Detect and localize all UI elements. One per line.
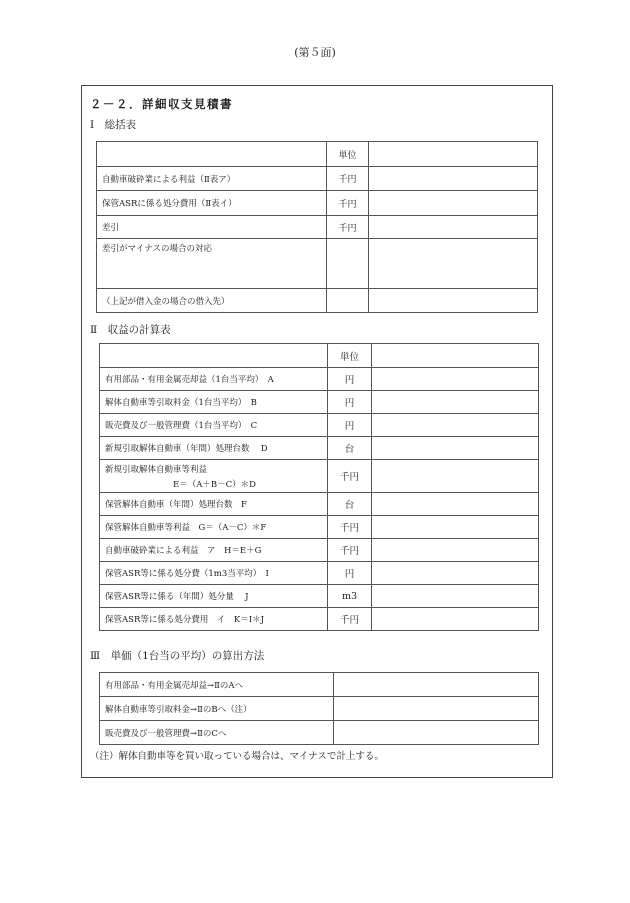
row-label: 有用部品・有用金属売却益→ⅡのAへ [100,673,334,697]
value-header [369,142,538,167]
summary-row [97,191,538,216]
summary-header-row [97,142,538,167]
section1-heading: Ⅰ 総括表 [90,119,137,131]
revenue-header-row [100,344,539,368]
row-unit: 円 [328,414,372,437]
value-cell[interactable] [372,608,539,631]
row-label: 有用部品・有用金属売却益（1台当平均） A [100,368,328,391]
row-unit: 千円 [327,167,369,191]
row-label: 販売費及び一般管理費→ⅡのCへ [100,721,334,745]
row-unit: m3 [328,585,372,608]
revenue-row [100,368,539,391]
revenue-row [100,562,539,585]
summary-row [97,239,538,289]
footnote: （注）解体自動車等を買い取っている場合は、マイナスで計上する。 [90,751,384,762]
revenue-row [100,414,539,437]
value-cell[interactable] [369,216,538,239]
row-label: 自動車破砕業による利益（Ⅱ表ア） [97,167,327,191]
value-cell[interactable] [372,437,539,460]
row-label: 解体自動車等引取料金→ⅡのBへ（注） [100,697,334,721]
value-cell[interactable] [372,460,539,493]
section3-heading: Ⅲ 単価（1台当の平均）の算出方法 [90,650,265,662]
row-label [100,460,328,493]
row-unit: 円 [328,562,372,585]
revenue-row [100,460,539,493]
row-label: 保管ASR等に係る処分費用 イ K＝I＊J [100,608,328,631]
row-label: 保管解体自動車等利益 G＝（A－C）＊F [100,516,328,539]
row-label: 差引がマイナスの場合の対応 [97,239,327,289]
row-unit: 台 [328,493,372,516]
summary-row [97,289,538,313]
method-row [100,697,539,721]
row-unit: 千円 [328,516,372,539]
value-cell[interactable] [372,414,539,437]
row-label: 販売費及び一般管理費（1台当平均） C [100,414,328,437]
revenue-row [100,608,539,631]
form-title: ２－２．詳細収支見積書 [90,97,233,111]
row-label: 差引 [97,216,327,239]
revenue-row [100,539,539,562]
method-table [99,672,539,745]
row-label: 保管ASRに係る処分費用（Ⅱ表イ） [97,191,327,216]
row-unit: 千円 [328,460,372,493]
row-unit: 円 [328,391,372,414]
method-cell[interactable] [334,673,539,697]
page-number: (第５面) [294,46,336,59]
value-header [372,344,539,368]
unit-header: 単位 [328,344,372,368]
value-cell[interactable] [369,289,538,313]
value-cell[interactable] [372,585,539,608]
header-blank [100,344,328,368]
row-label: （上記が借入金の場合の借入先） [97,289,327,313]
value-cell[interactable] [369,191,538,216]
value-cell[interactable] [372,516,539,539]
row-label: 保管ASR等に係る処分費（1m3当平均） I [100,562,328,585]
row-label: 保管解体自動車（年間）処理台数 F [100,493,328,516]
method-row [100,721,539,745]
row-label: 新規引取解体自動車（年間）処理台数 D [100,437,328,460]
row-unit: 台 [328,437,372,460]
section2-heading: Ⅱ 収益の計算表 [90,324,171,336]
header-blank [97,142,327,167]
method-cell[interactable] [334,721,539,745]
row-label-main: 新規引取解体自動車等利益 [105,464,208,475]
unit-header: 単位 [327,142,369,167]
value-cell[interactable] [372,562,539,585]
row-unit [327,239,369,289]
method-cell[interactable] [334,697,539,721]
revenue-table [99,343,539,631]
summary-row [97,167,538,191]
revenue-row [100,585,539,608]
value-cell[interactable] [372,368,539,391]
row-label: 自動車破砕業による利益 ア H＝E＋G [100,539,328,562]
revenue-row [100,493,539,516]
row-unit: 円 [328,368,372,391]
revenue-row [100,391,539,414]
value-cell[interactable] [372,539,539,562]
row-label: 保管ASR等に係る（年間）処分量 J [100,585,328,608]
summary-row [97,216,538,239]
row-unit: 千円 [328,539,372,562]
revenue-row [100,516,539,539]
revenue-row [100,437,539,460]
row-label-formula: E＝（A＋B－C）＊D [173,479,256,490]
method-row [100,673,539,697]
value-cell[interactable] [372,391,539,414]
value-cell[interactable] [372,493,539,516]
row-unit: 千円 [327,191,369,216]
value-cell[interactable] [369,167,538,191]
row-unit: 千円 [327,216,369,239]
row-unit [327,289,369,313]
row-unit: 千円 [328,608,372,631]
summary-table [96,141,538,313]
row-label: 解体自動車等引取料金（1台当平均） B [100,391,328,414]
value-cell[interactable] [369,239,538,289]
